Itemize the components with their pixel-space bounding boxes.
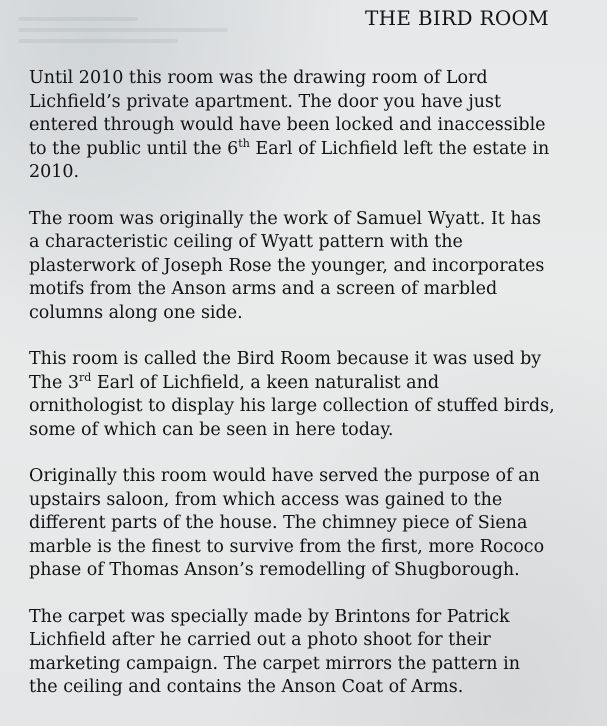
text-line: marketing campaign. The carpet mirrors the pattern in [29,653,521,674]
text-line [29,138,599,162]
text-line: The room was originally the work of Samuel Wyatt. It has [29,208,542,229]
panel-body [29,67,599,723]
text-line: Lichfield’s private apartment. The door you have just [29,91,502,112]
text-segment: The 3 [29,372,79,393]
text-line: Lichfield after he carried out a photo shoot for their [29,630,491,650]
paragraph-saloon [29,465,599,583]
paragraph-history [29,67,599,185]
text-line: columns along one side. [29,302,243,323]
text-line: This room is called the Bird Room because it was used by [29,349,542,369]
paragraph-architecture [29,208,599,326]
text-line: marble is the finest to survive from the first, more Rococo [29,536,545,557]
faded-line [18,17,138,21]
text-line: plasterwork of Joseph Rose the younger, and incorporates [29,255,545,276]
text-line: entered through would have been locked and inaccessible [29,115,546,135]
text-line: The carpet was specially made by Brintons for Patrick [29,606,510,627]
text-line: a characteristic ceiling of Wyatt pattern with the [29,232,463,252]
text-line: motifs from the Anson arms and a screen of marbled [29,279,498,299]
text-line [29,372,599,396]
faded-line [18,28,228,32]
text-line: Originally this room would have served the purpose of an [29,466,540,486]
text-segment: to the public until the 6 [29,138,239,159]
ordinal-suffix: th [238,136,250,150]
faded-background-print [18,10,318,70]
text-line: 2010. [29,162,80,182]
text-line: some of which can be seen in here today. [29,419,394,440]
ordinal-suffix: rd [79,370,92,384]
text-line: the ceiling and contains the Anson Coat of Arms. [29,677,464,697]
text-segment: Earl of Lichfield left the estate in [249,138,550,159]
text-line: phase of Thomas Anson’s remodelling of Shugborough. [29,560,520,580]
paragraph-bird-room [29,348,599,442]
text-line: upstairs saloon, from which access was gained to the [29,489,503,510]
text-line: different parts of the house. The chimney piece of Siena [29,513,528,533]
text-line: Until 2010 this room was the drawing room of Lord [29,68,488,88]
faded-line [18,39,178,43]
panel-title: THE BIRD ROOM [364,6,549,30]
paragraph-carpet [29,606,599,700]
text-line: ornithologist to display his large collection of stuffed birds, [29,396,555,416]
text-segment: Earl of Lichfield, a keen naturalist and [91,372,440,393]
